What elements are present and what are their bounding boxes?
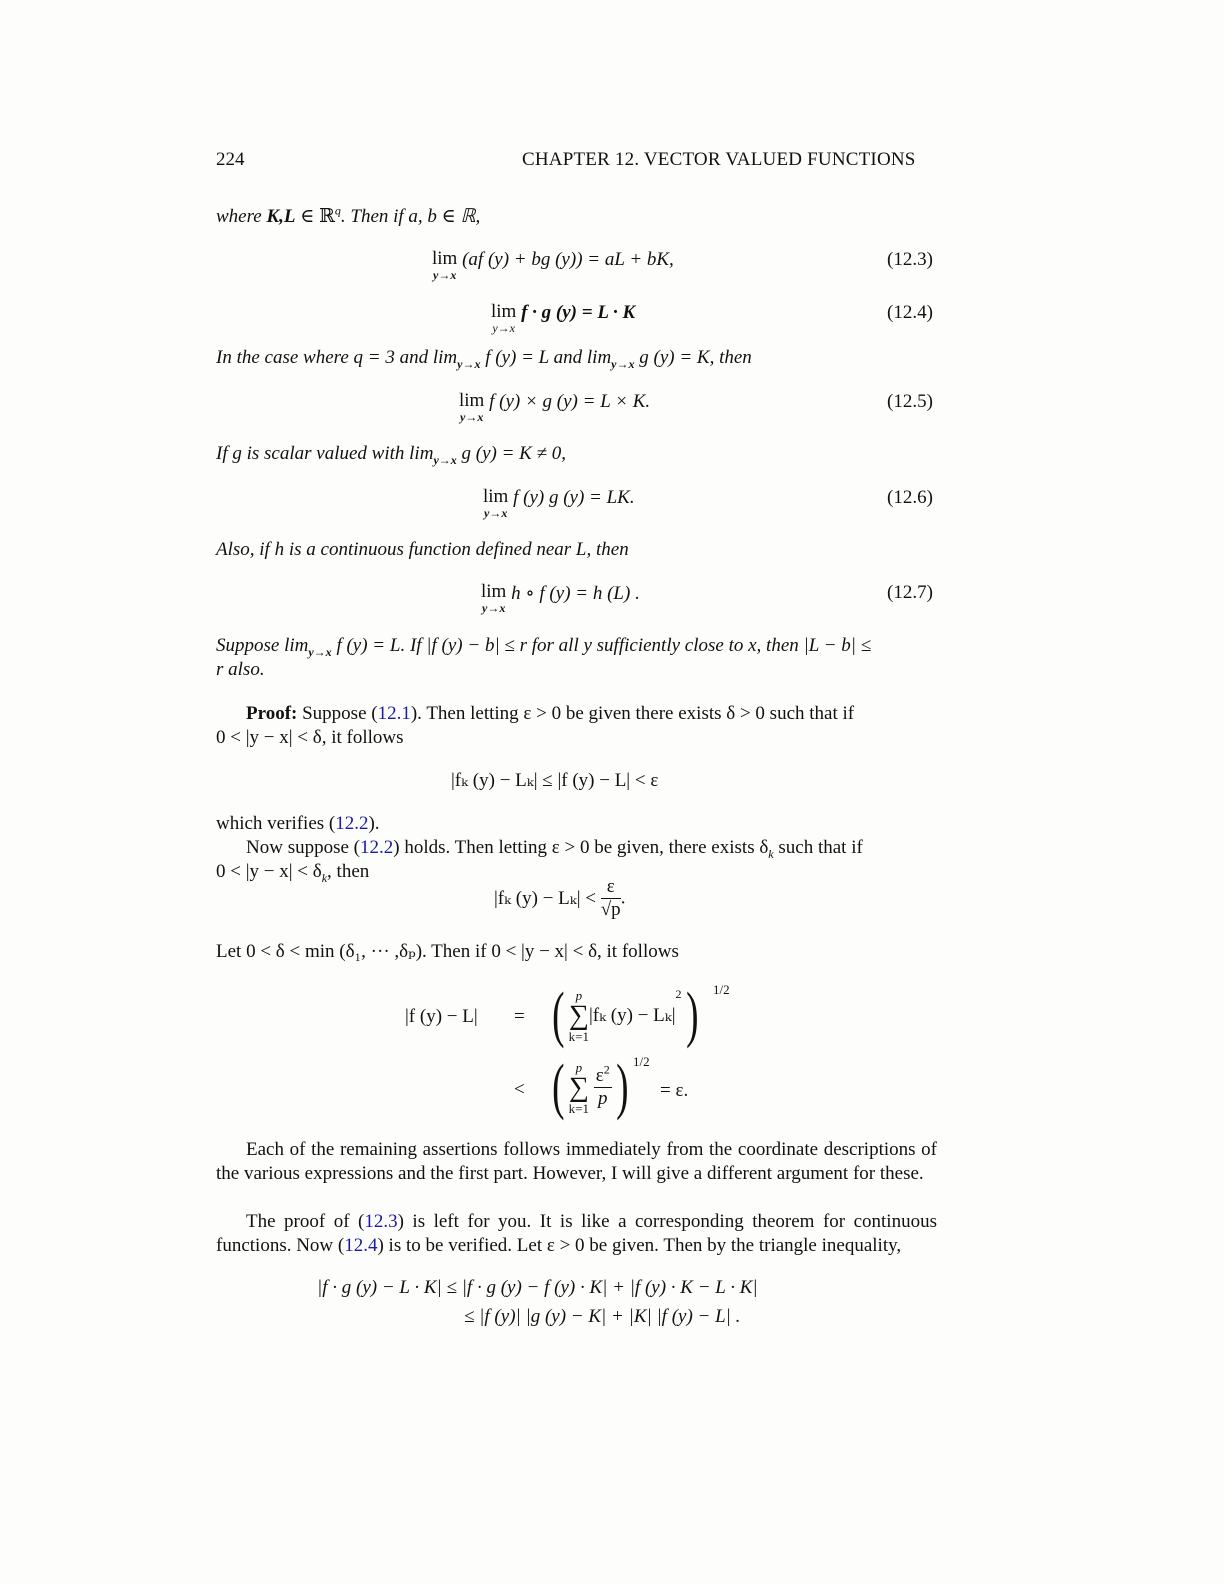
now-text-c: such that if	[773, 837, 863, 858]
summation	[569, 989, 589, 1043]
lim-sub: y→x	[482, 601, 506, 615]
ref-12-1-link[interactable]: 12.1	[377, 703, 411, 724]
sum-bottom: k=1	[568, 1028, 589, 1044]
lim-word: lim	[483, 486, 509, 507]
display2-left: |fₖ (y) − Lₖ| <	[494, 888, 596, 909]
equation-number: (12.5)	[887, 391, 933, 412]
paragraph-proof-12-3	[216, 1210, 937, 1258]
display-inequality-1: |fₖ (y) − Lₖ| ≤ |f (y) − L| < ε	[451, 770, 659, 791]
suppose-line-2: r also.	[216, 659, 265, 680]
suppose-text: Suppose lim	[216, 635, 309, 656]
para2-text: The proof of (	[246, 1211, 365, 1232]
now-k: k	[321, 870, 328, 885]
fraction-numerator: ε	[601, 876, 621, 899]
triangle-inequality-line-1: |f · g (y) − L · K| ≤ |f · g (y) − f (y) · K| + |f (y) · K − L · K|	[317, 1277, 758, 1298]
case-q3-sub: y→x	[611, 356, 635, 371]
square: 2	[675, 986, 682, 1001]
now-text: Now suppose (	[246, 837, 360, 858]
sum-top: p	[575, 1059, 583, 1075]
para2-text-c: ) is to be verified. Let ε > 0 be given. Then by the triangle inequality,	[377, 1235, 902, 1256]
equals-epsilon: = ε.	[660, 1080, 689, 1101]
suppose-text-b: f (y) = L. If |f (y) − b| ≤ r for all y sufficiently close to x, then |L − b| ≤	[331, 635, 872, 656]
proof-label: Proof:	[246, 703, 298, 724]
lim-word: lim	[432, 248, 458, 269]
intro-where: where	[216, 206, 262, 227]
now-k: k	[768, 846, 774, 861]
case-q3-text: In the case where q = 3 and lim	[216, 347, 458, 368]
paragraph-remaining-assertions: Each of the remaining assertions follows immediately from the coordinate descriptions of the various expressions and the first part. However, I will give a different argument for these.	[216, 1139, 937, 1184]
sum-term: |fₖ (y) − Lₖ|	[589, 1005, 676, 1026]
scalar-end: g (y) = K ≠ 0,	[456, 443, 567, 464]
ref-12-3-link[interactable]: 12.3	[364, 1211, 398, 1232]
lim-sub: y→x	[492, 321, 515, 335]
proof-text-b: ). Then letting ε > 0 be given there exists δ > 0 such that if	[410, 703, 855, 724]
running-title: CHAPTER 12. VECTOR VALUED FUNCTIONS	[522, 149, 916, 170]
case-q3-sub: y→x	[457, 356, 481, 371]
proof-line-2: 0 < |y − x| < δ, it follows	[216, 727, 404, 748]
proof-line-1	[246, 703, 854, 725]
equation-number: (12.3)	[887, 249, 933, 270]
fraction	[594, 1062, 612, 1110]
equation-body: (af (y) + bg (y)) = aL + bK,	[462, 249, 674, 270]
now-line-2	[216, 861, 369, 883]
case-q3-mid: f (y) = L and lim	[480, 347, 612, 368]
align-rhs-1	[548, 980, 702, 1051]
sum-bottom: k=1	[568, 1100, 589, 1116]
lim-sub: y→x	[484, 506, 508, 520]
equation-number: (12.7)	[887, 582, 933, 603]
right-paren: )	[615, 1053, 629, 1121]
intro-line	[216, 205, 480, 228]
equation-body: f (y) × g (y) = L × K.	[489, 391, 651, 412]
intro-q: q	[334, 203, 341, 218]
proof-text: Suppose (	[297, 703, 378, 724]
right-paren: )	[685, 981, 699, 1049]
scalar-sub: y→x	[433, 452, 457, 467]
verifies-end: ).	[368, 813, 380, 834]
equation-body: f (y) g (y) = LK.	[513, 487, 635, 508]
ref-12-2-link[interactable]: 12.2	[360, 837, 394, 858]
suppose-sub: y→x	[308, 644, 332, 659]
equation-12-6	[483, 487, 635, 519]
equation-12-7	[481, 582, 640, 614]
fraction	[601, 876, 621, 921]
equation-12-4	[491, 302, 635, 334]
intro-in-rq: ∈ ℝ	[300, 206, 335, 227]
scalar-text: If g is scalar valued with lim	[216, 443, 434, 464]
align-lhs: |f (y) − L|	[405, 1006, 478, 1027]
summation	[569, 1061, 589, 1115]
lim-word: lim	[491, 301, 517, 322]
exponent-half: 1/2	[633, 1054, 650, 1069]
align-lt: <	[514, 1079, 525, 1100]
equation-number: (12.4)	[887, 302, 933, 323]
now-line-2-end: , then	[327, 861, 370, 882]
equation-body: f · g (y) = L · K	[521, 302, 636, 323]
display-inequality-2: |fₖ (y) − Lₖ| < $\frac{\varepsilon}{√p}$ .	[494, 876, 626, 920]
exponent-half: 1/2	[713, 982, 730, 997]
now-suppose-line	[246, 837, 863, 859]
lim-word: lim	[459, 390, 485, 411]
equation-body: h ∘ f (y) = h (L) .	[511, 583, 640, 604]
scalar-line	[216, 443, 566, 465]
align-rhs-2	[548, 1052, 632, 1123]
ref-12-2-link[interactable]: 12.2	[335, 813, 369, 834]
sum-top: p	[575, 987, 583, 1003]
equation-12-5	[459, 391, 650, 423]
case-q3-end: g (y) = K, then	[634, 347, 752, 368]
let-min-line: Let 0 < δ < min (δ₁, ··· ,δₚ). Then if 0 < |y − x| < δ, it follows	[216, 941, 679, 962]
also-line: Also, if h is a continuous function defined near L, then	[216, 539, 629, 560]
now-line-2-text: 0 < |y − x| < δ	[216, 861, 322, 882]
page-number: 224	[216, 149, 245, 170]
case-q3-line	[216, 347, 752, 369]
verifies-text: which verifies (	[216, 813, 336, 834]
intro-then: . Then if a, b ∈ ℝ,	[340, 206, 481, 227]
ref-12-4-link[interactable]: 12.4	[344, 1235, 378, 1256]
fraction-numerator: $\varepsilon^2$	[595, 1062, 610, 1086]
triangle-inequality-line-2: ≤ |f (y)| |g (y) − K| + |K| |f (y) − L| .	[464, 1306, 741, 1327]
equation-number: (12.6)	[887, 487, 933, 508]
now-text-b: ) holds. Then letting ε > 0 be given, there exists δ	[393, 837, 769, 858]
fraction-denominator: √p	[600, 899, 621, 920]
equation-12-3	[432, 249, 674, 281]
intro-kl: K,L	[266, 206, 296, 227]
lim-sub: y→x	[460, 410, 484, 424]
left-paren: (	[552, 1053, 565, 1121]
lim-word: lim	[481, 581, 507, 602]
fraction-denominator: p	[597, 1088, 608, 1109]
sum-sigma: ∑	[568, 1071, 589, 1103]
sum-sigma: ∑	[568, 999, 589, 1031]
para2-text-b: ) is left for you. It is like a corresponding theorem for continuous functions. Now (	[216, 1211, 937, 1256]
align-eq: =	[514, 1006, 525, 1027]
left-paren: (	[552, 981, 565, 1049]
suppose-line-1	[216, 635, 871, 657]
lim-sub: y→x	[433, 268, 457, 282]
verifies-line	[216, 813, 380, 835]
